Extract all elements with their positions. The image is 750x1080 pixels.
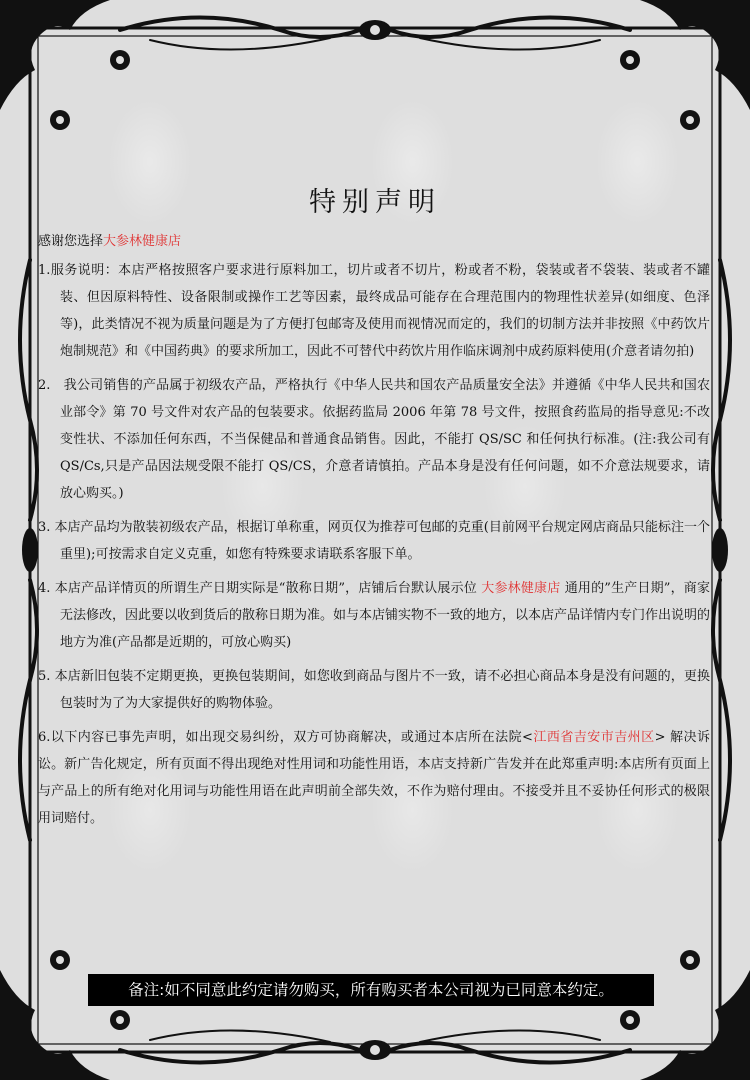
statement-item-6-before: 6.以下内容已事先声明，如出现交易纠纷，双方可协商解决，或通过本店所在法院< [38,730,533,745]
statement-item-4 [38,575,710,656]
store-name-inline: 大参林健康店 [481,581,561,596]
statement-item-6 [38,724,710,832]
statement-body [38,228,710,839]
page-title: 特别声明 [309,187,441,219]
greeting-prefix: 感谢您选择 [38,234,104,249]
statement-item-5: 5. 本店新旧包装不定期更换，更换包装期间，如您收到商品与图片不一致，请不必担心商品本身是没有问题的，更换包装时为了为大家提供好的购物体验。 [38,669,710,711]
remark-banner: 备注:如不同意此约定请勿购买，所有购买者本公司视为已同意本约定。 [88,974,654,1006]
statement-item-3: 3. 本店产品均为散装初级农产品，根据订单称重，网页仅为推荐可包邮的克重(目前网平台规定网店商品只能标注一个重里);可按需求自定义克重，如您有特殊要求请联系客服下单。 [38,520,710,562]
statement-item-4-before: 4. 本店产品详情页的所谓生产日期实际是“散称日期”，店铺后台默认展示位 [38,581,482,596]
court-location: 江西省吉安市吉州区 [532,730,655,745]
statement-item-6-after: > 解决诉讼。新广告化规定，所有页面不得出现绝对性用词和功能性用语，本店支持新广告发并在此郑重声明:本店所有页面上与产品上的所有绝对化用词与功能性用语在此声明前全部失效，不作为赔付理由。不接受并且不妥协任何形式的极限用词赔付。 [38,730,710,826]
statement-item-2: 2. 我公司销售的产品属于初级农产品，严格执行《中华人民共和国农产品质量安全法》并遵循《中华人民共和国农业部令》第 70 号文件对农产品的包装要求。依据药监局 2006 年第 78 号文件，按照食药监局的指导意见:不改变性状、不添加任何东西，不当保健品和普通食品销售。因此，不能打 QS/SC 和任何执行标准。(注:我公司有 QS/Cs,只是产品因法规受限不能打 QS/CS，介意者请慎拍。产品本身是没有任何问题，如不介意法规要求，请放心购买。) [38,378,710,501]
statement-item-1: 1.服务说明：本店严格按照客户要求进行原料加工，切片或者不切片，粉或者不粉，袋装或者不袋装、装或者不罐装、但因原料特性、设备限制或操作工艺等因素，最终成品可能存在合理范围内的物理性状差异(如细度、色泽等)，此类情况不视为质量问题是为了方便打包邮寄及使用而视情况而定的，我们的切制方法并非按照《中药饮片炮制规范》和《中国药典》的要求所加工，因此不可替代中药饮片用作临床调剂中成药原料使用(介意者请勿拍) [38,263,710,359]
statement-item-4-after: 通用的”生产日期”，商家无法修改，因此要以收到货后的散称日期为准。如与本店铺实物不一致的地方，以本店产品详情内专门作出说明的地方为准(产品都是近期的，可放心购买) [60,581,711,650]
store-name: 大参林健康店 [103,234,182,249]
greeting [38,228,710,255]
